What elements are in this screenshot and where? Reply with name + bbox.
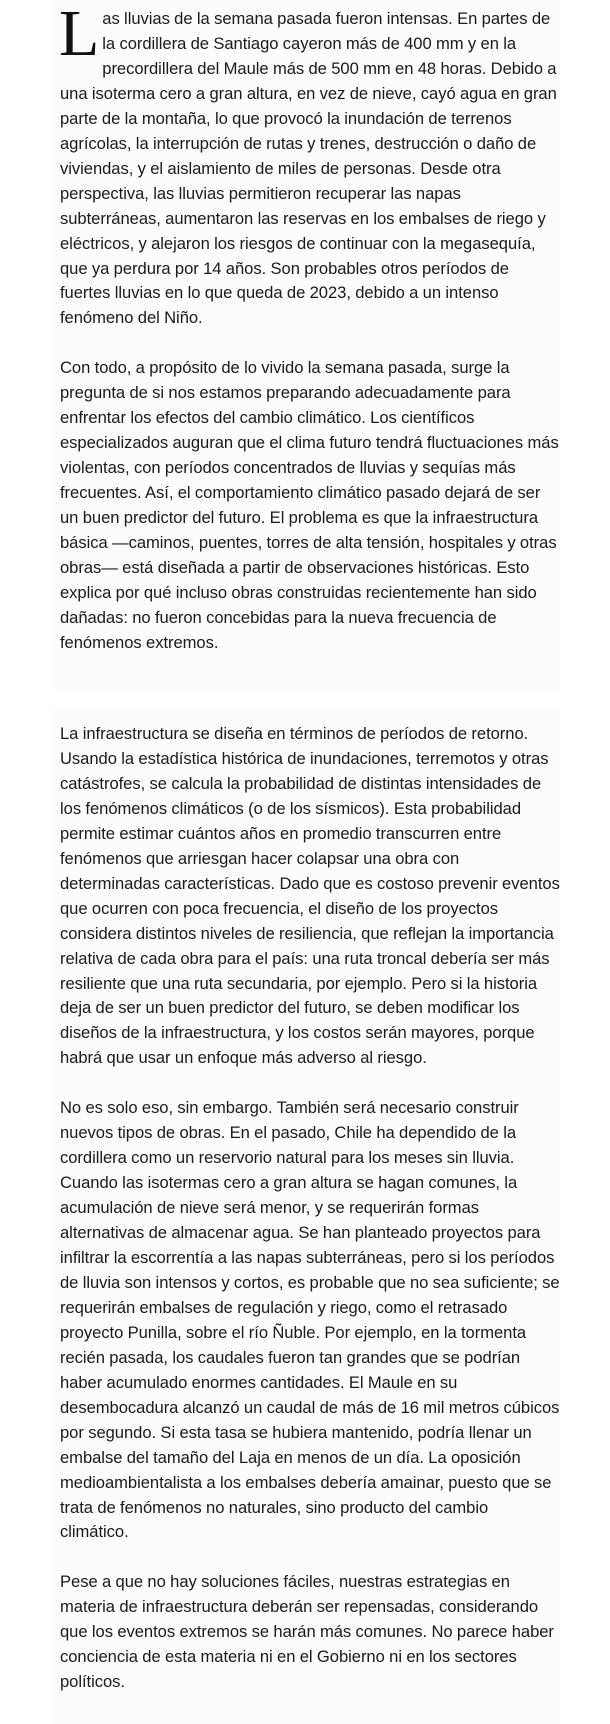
article-paragraph-4: No es solo eso, sin embargo. También será necesario construir nuevos tipos de obras. En el pasado, Chile ha dependido de la cordillera como un reservorio natural para los meses sin lluvia. Cuando las isotermas cero a gran altura se hagan comunes, la acumulación de nieve será menor, y se requerirán formas alternativas de almacenar agua. Se han planteado proyectos para infiltrar la escorrentía a las napas subterráneas, pero si los períodos de lluvia son intensos y cortos, es probable que no sea suficiente; se requerirán embalses de regulación y riego, como el retrasado proyecto Punilla, sobre el río Ñuble. Por ejemplo, en la tormenta recién pasada, los caudales fueron tan grandes que se podrían haber acumulado enormes cantidades. El Maule en su desembocadura alcanzó un caudal de más de 16 mil metros cúbicos por segundo. Si esta tasa se hubiera mantenido, podría llenar un embalse del tamaño del Laja en menos de un día. La oposición medioambientalista a los embalses debería amainar, puesto que se trata de fenómenos no naturales, sino producto del cambio climático.	[60, 1098, 560, 1542]
article-block-bottom	[52, 708, 560, 1724]
article-paragraph-5: Pese a que no hay soluciones fáciles, nuestras estrategias en materia de infraestructura deberán ser repensadas, considerando que los eventos extremos se harán más comunes. No parece haber conciencia de esta materia ni en el Gobierno ni en los sectores políticos.	[60, 1572, 554, 1692]
article-paragraph-3: La infraestructura se diseña en términos de períodos de retorno. Usando la estadística histórica de inundaciones, terremotos y otras catástrofes, se calcula la probabilidad de distintas intensidades de los fenómenos climáticos (o de los sísmicos). Esta probabilidad permite estimar cuántos años en promedio transcurren entre fenómenos que arriesgan hacer colapsar una obra con determinadas características. Dado que es costoso prevenir eventos que ocurren con poca frecuencia, el diseño de los proyectos considera distintos niveles de resiliencia, que reflejan la importancia relativa de cada obra para el país: una ruta troncal debería ser más resiliente que una ruta secundaria, por ejemplo. Pero si la historia deja de ser un buen predictor del futuro, se deben modificar los diseños de la infraestructura, y los costos serán mayores, porque habrá que usar un enfoque más adverso al riesgo.	[60, 724, 560, 1068]
article-block-top	[52, 0, 560, 690]
article-paragraph-1	[52, 0, 560, 331]
paragraph-1-text: as lluvias de la semana pasada fueron intensas. En partes de la cordillera de Santiago cayeron más de 400 mm y en la precordillera del Maule más de 500 mm en 48 horas. Debido a una isoterma cero a gran altura, en vez de nieve, cayó agua en gran parte de la montaña, lo que provocó la inundación de terrenos agrícolas, la interrupción de rutas y trenes, destrucción o daño de viviendas, y el aislamiento de miles de personas. Desde otra perspectiva, las lluvias permitieron recuperar las napas subterráneas, aumentaron las reservas en los embalses de riego y eléctricos, y alejaron los riesgos de continuar con la megasequía, que ya perdura por 14 años. Son probables otros períodos de fuertes lluvias en lo que queda de 2023, debido a un intenso fenómeno del Niño.	[60, 9, 557, 328]
article-paragraph-2: Con todo, a propósito de lo vivido la semana pasada, surge la pregunta de si nos estamos preparando adecuadamente para enfrentar los efectos del cambio climático. Los científicos especializados auguran que el clima futuro tendrá fluctuaciones más violentas, con períodos concentrados de lluvias y sequías más frecuentes. Así, el comportamiento climático pasado dejará de ser un buen predictor del futuro. El problema es que la infraestructura básica —caminos, puentes, torres de alta tensión, hospitales y otras obras— está diseñada a partir de observaciones históricas. Esto explica por qué incluso obras construidas recientemente han sido dañadas: no fueron concebidas para la nueva frecuencia de fenómenos extremos.	[60, 358, 559, 652]
drop-cap: L	[59, 0, 100, 70]
